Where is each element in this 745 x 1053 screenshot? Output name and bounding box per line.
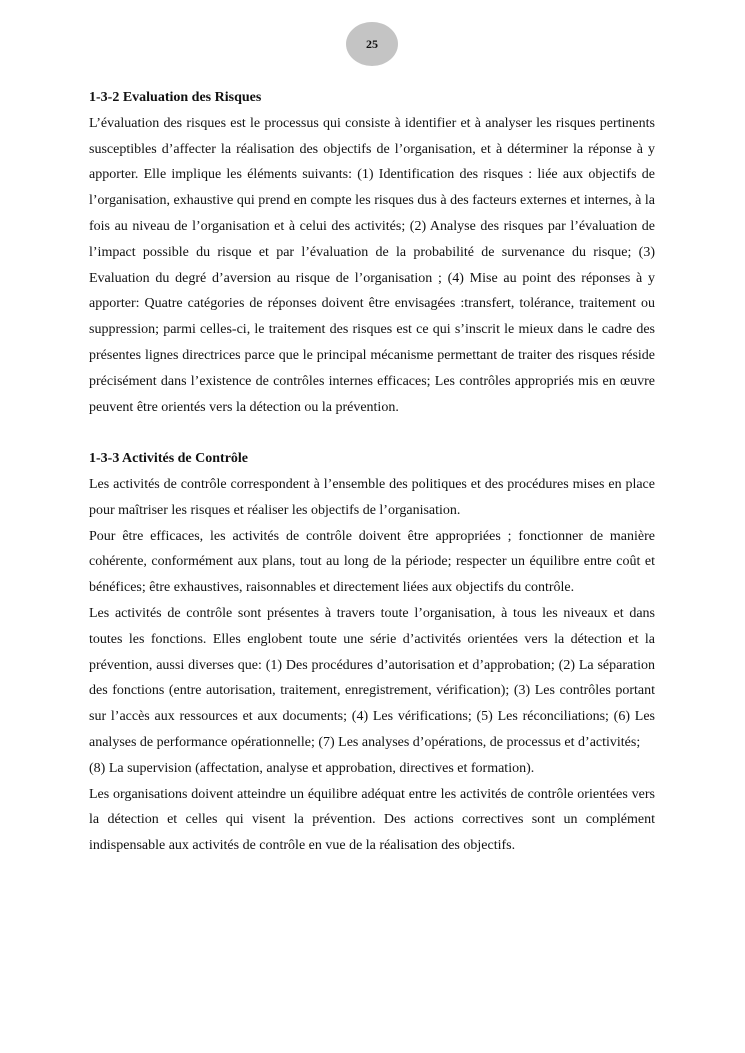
paragraph-control-scope: Les activités de contrôle sont présentes à travers toute l’organisation, à tous les niveaux et dans toutes les fonctions. Elles englobent toute une série d’activités orientées vers la détection et la prévention, aussi diverses que: (1) Des procédures d’autorisation et d’approbation; (2) La séparation des fonctions (entre autorisation, traitement, enregistrement, vérification); (3) Les contrôles portant sur l’accès aux ressources et aux documents; (4) Les vérifications; (5) Les réconciliations; (6) Les analyses de performance opérationnelle; (7) Les analyses d’opérations, de processus et d’activités; — [89, 605, 655, 750]
page-number: 25 — [366, 36, 378, 51]
paragraph-control-efficacy: Pour être efficaces, les activités de contrôle doivent être appropriées ; fonctionner de manière cohérente, conformément aux plans, tout au long de la période; respecter un équilibre entre coût et bénéfices; être exhaustives, raisonnables et directement liées aux objectifs du contrôle. — [89, 528, 655, 596]
paragraph-control-balance: Les organisations doivent atteindre un équilibre adéquat entre les activités de contrôle orientées vers la détection et celles qui visent la prévention. Des actions correctives sont un complément indispensable aux activités de contrôle en vue de la réalisation des objectifs. — [89, 786, 655, 854]
section-heading-control-activities: 1-3-3 Activités de Contrôle — [89, 451, 249, 467]
page-number-badge — [346, 22, 398, 66]
section-spacer — [89, 420, 655, 446]
section-heading-risk-evaluation: 1-3-2 Evaluation des Risques — [89, 90, 262, 105]
section-control-activities — [89, 446, 655, 859]
paragraph-control-definition: Les activités de contrôle correspondent à l’ensemble des politiques et des procédures mises en place pour maîtriser les risques et réaliser les objectifs de l’organisation. — [89, 476, 655, 518]
paragraph-control-supervision: (8) La supervision (affectation, analyse et approbation, directives et formation). — [89, 760, 535, 776]
section-risk-evaluation — [89, 85, 655, 420]
paragraph-risk-evaluation: L’évaluation des risques est le processus qui consiste à identifier et à analyser les risques pertinents susceptibles d’affecter la réalisation des objectifs de l’organisation, et à déterminer la réponse à y apporter. Elle implique les éléments suivants: (1) Identification des risques : liée aux objectifs de l’organisation, exhaustive qui prend en compte les risques dus à des facteurs externes et internes, à la fois au niveau de l’organisation et à celui des activités; (2) Analyse des risques par l’évaluation de l’impact possible du risque et par l’évaluation de la probabilité de survenance du risque; (3) Evaluation du degré d’aversion au risque de l’organisation ; (4) Mise au point des réponses à y apporter: Quatre catégories de réponses doivent être envisagées :transfert, tolérance, traitement ou suppression; parmi celles-ci, le traitement des risques est ce qui s’inscrit le mieux dans le cadre des présentes lignes directrices parce que le principal mécanisme permettant de traiter des risques réside précisément dans l’existence de contrôles internes efficaces; Les contrôles appropriés mis en œuvre peuvent être orientés vers la détection ou la prévention. — [89, 115, 655, 415]
document-body — [89, 85, 655, 859]
